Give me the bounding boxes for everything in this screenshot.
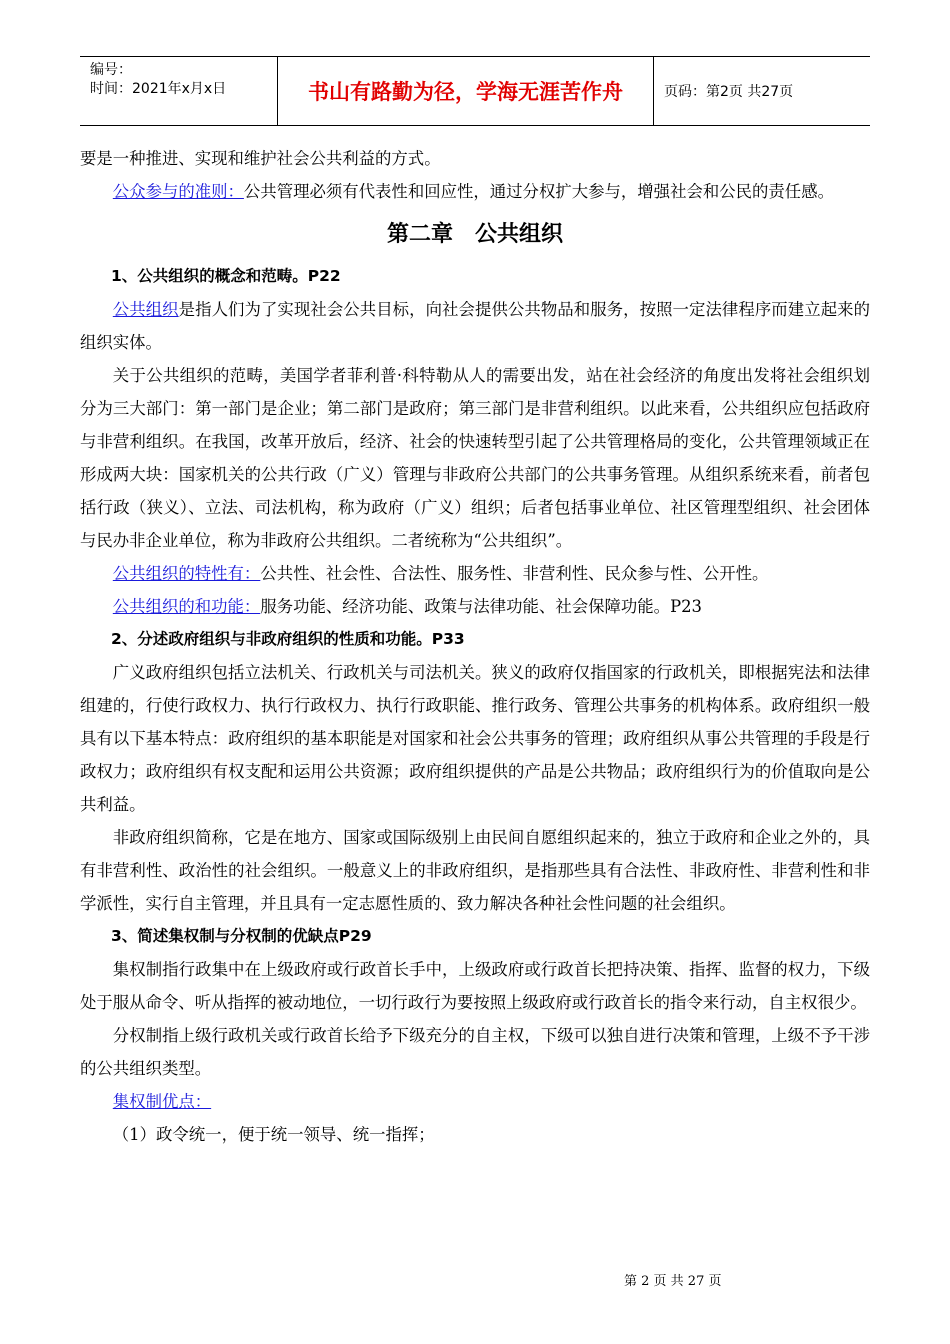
paragraph: [80, 557, 870, 590]
paragraph-text: 公共性、社会性、合法性、服务性、非营利性、民众参与性、公开性。: [260, 564, 769, 583]
document-body: [80, 142, 870, 1151]
term-label: 公众参与的准则：: [112, 182, 244, 201]
header-page-info: 页码：第2页 共27页: [664, 84, 794, 100]
paragraph-text: 服务功能、经济功能、政策与法律功能、社会保障功能。P23: [260, 597, 702, 616]
term-label: 公共组织: [112, 300, 179, 319]
paragraph-text: 是指人们为了实现社会公共目标，向社会提供公共物品和服务，按照一定法律程序而建立起来的组织实体。: [80, 300, 871, 352]
paragraph: [80, 175, 870, 208]
page-header: [80, 56, 870, 126]
paragraph: [80, 1085, 870, 1118]
paragraph-text: 公共管理必须有代表性和回应性，通过分权扩大参与，增强社会和公民的责任感。: [243, 182, 834, 201]
paragraph: （1）政令统一，便于统一领导、统一指挥；: [112, 1125, 435, 1144]
paragraph: [80, 293, 870, 359]
term-label: 公共组织的和功能：: [112, 597, 261, 616]
page-footer: 第 2 页 共 27 页: [624, 1274, 722, 1289]
paragraph: [80, 590, 870, 623]
paragraph: 关于公共组织的范畴，美国学者菲利普·科特勒从人的需要出发，站在社会经济的角度出发将社会组织划分为三大部门：第一部门是企业；第二部门是政府；第三部门是非营利组织。以此来看，公共组织应包括政府与非营利组织。在我国，改革开放后，经济、社会的快速转型引起了公共管理格局的变化，公共管理领域正在形成两大块：国家机关的公共行政（广义）管理与非政府公共部门的公共事务管理。从组织系统来看，前者包括行政（狭义）、立法、司法机构，称为政府（广义）组织；后者包括事业单位、社区管理型组织、社会团体与民办非企业单位，称为非政府公共组织。二者统称为“公共组织”。: [80, 366, 870, 550]
section-heading: 3、简述集权制与分权制的优缺点P29: [111, 927, 372, 945]
paragraph: 广义政府组织包括立法机关、行政机关与司法机关。狭义的政府仅指国家的行政机关，即根据宪法和法律组建的，行使行政权力、执行行政权力、执行行政职能、推行政务、管理公共事务的机构体系。政府组织一般具有以下基本特点：政府组织的基本职能是对国家和社会公共事务的管理；政府组织从事公共管理的手段是行政权力；政府组织有权支配和运用公共资源；政府组织提供的产品是公共物品；政府组织行为的价值取向是公共利益。: [80, 663, 870, 814]
time-label: 时间：2021年x月x日: [90, 81, 227, 97]
serial-label: 编号：: [90, 62, 132, 78]
paragraph: 要是一种推进、实现和维护社会公共利益的方式。: [80, 149, 441, 168]
paragraph: 非政府组织简称，它是在地方、国家或国际级别上由民间自愿组织起来的，独立于政府和企业之外的，具有非营利性、政治性的社会组织。一般意义上的非政府组织，是指那些具有合法性、非政府性、非营利性和非学派性，实行自主管理，并且具有一定志愿性质的、致力解决各种社会性问题的社会组织。: [80, 828, 870, 913]
header-meta: [80, 57, 278, 125]
paragraph: 分权制指上级行政机关或行政首长给予下级充分的自主权，下级可以独自进行决策和管理，上级不予干涉的公共组织类型。: [80, 1026, 870, 1078]
section-heading: 1、公共组织的概念和范畴。P22: [111, 267, 341, 285]
paragraph: 集权制指行政集中在上级政府或行政首长手中，上级政府或行政首长把持决策、指挥、监督的权力，下级处于服从命令、听从指挥的被动地位，一切行政行为要按照上级政府或行政首长的指令来行动，自主权很少。: [80, 960, 870, 1012]
chapter-title: 第二章 公共组织: [386, 222, 563, 247]
header-motto: 书山有路勤为径，学海无涯苦作舟: [278, 57, 654, 125]
section-heading: 2、分述政府组织与非政府组织的性质和功能。P33: [111, 630, 465, 648]
term-label: 公共组织的特性有：: [112, 564, 261, 583]
term-label: 集权制优点：: [112, 1092, 212, 1111]
